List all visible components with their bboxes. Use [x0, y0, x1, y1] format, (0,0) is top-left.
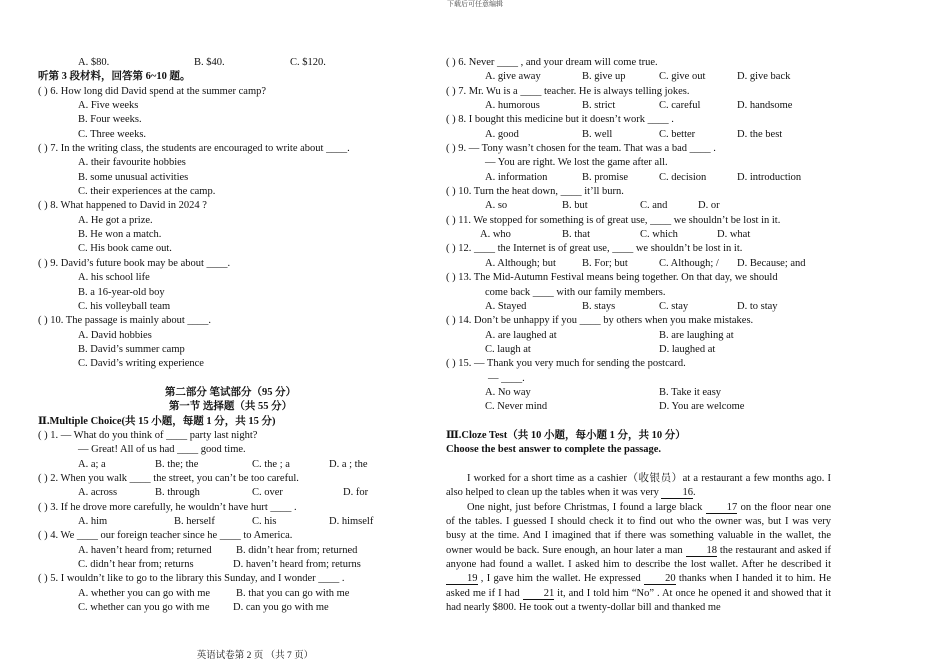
option[interactable]: D. Because; and	[737, 257, 806, 269]
option[interactable]: B. Four weeks.	[78, 114, 142, 126]
option[interactable]: A. He got a prize.	[78, 214, 153, 226]
question-stem: ( ) 8. What happened to David in 2024 ?	[38, 200, 207, 212]
option[interactable]: D. a ; the	[329, 458, 368, 470]
cloze-heading: Ⅲ.Cloze Test（共 10 小题，每小题 1 分，共 10 分）	[446, 429, 686, 441]
question-stem: ( ) 6. How long did David spend at the summer camp?	[38, 85, 267, 97]
question-stem-line2: come back ____ with our family members.	[485, 286, 666, 298]
question-stem: ( ) 12. ____ the Internet is of great use, ____ we shouldn’t be lost in it.	[446, 243, 743, 255]
option[interactable]: D. can you go with me	[233, 602, 329, 614]
mc-question-8	[446, 113, 831, 142]
option[interactable]: B. that	[562, 229, 590, 241]
option[interactable]: C. his volleyball team	[78, 300, 171, 312]
options-row	[446, 128, 831, 142]
option[interactable]: C. Three weeks.	[78, 128, 147, 140]
mc-question-6	[446, 56, 831, 85]
question-stem: ( ) 9. David’s future book may be about ____.	[38, 257, 231, 269]
option[interactable]: B. promise	[582, 171, 629, 183]
option[interactable]: C. Never mind	[485, 401, 548, 413]
option[interactable]: D. himself	[329, 516, 374, 527]
option[interactable]: A. across	[78, 487, 118, 499]
cloze-instruction: Choose the best answer to complete the passage.	[446, 444, 662, 456]
option[interactable]: A. who	[480, 229, 511, 241]
option[interactable]: A. good	[485, 128, 519, 140]
option[interactable]: D. haven’t heard from; returns	[233, 559, 361, 571]
option[interactable]: A. his school life	[78, 272, 150, 284]
option[interactable]: B. well	[582, 128, 613, 140]
option[interactable]: D. give back	[737, 71, 791, 83]
option[interactable]: C. better	[659, 128, 696, 140]
question-stem: ( ) 2. When you walk ____ the street, you can’t be too careful.	[38, 472, 299, 484]
option[interactable]: B. He won a match.	[78, 229, 162, 241]
option[interactable]: C. and	[640, 200, 668, 212]
question-stem: ( ) 8. I bought this medicine but it doesn’t work ____ .	[446, 114, 674, 126]
question-stem: ( ) 10. Turn the heat down, ____ it’ll burn.	[446, 186, 624, 198]
page-header: 下载后可任意编辑	[447, 0, 503, 8]
spacer	[38, 372, 433, 386]
mc-question-13	[446, 271, 831, 314]
option[interactable]: B. a 16-year-old boy	[78, 286, 165, 298]
mc-question-9	[446, 142, 831, 185]
option[interactable]: B. strict	[582, 100, 616, 112]
option[interactable]: C. which	[640, 229, 678, 241]
mc-question-14	[446, 314, 831, 357]
option[interactable]: A. whether you can go with me	[78, 587, 211, 599]
question-stem: ( ) 11. We stopped for something is of great use, ____ we shouldn’t be lost in it.	[446, 214, 781, 226]
option[interactable]: D. introduction	[737, 171, 802, 183]
option[interactable]: A. Stayed	[485, 300, 527, 312]
option[interactable]: C. David’s writing experience	[78, 358, 204, 370]
mc-question-7	[446, 85, 831, 114]
option[interactable]: A. David hobbies	[78, 329, 152, 341]
page-footer: 英语试卷第 2 页 （共 7 页）	[196, 651, 314, 661]
listening-question-7	[38, 142, 433, 199]
part-title: 第二部分 笔试部分（95 分）	[164, 386, 297, 398]
option[interactable]: B. For; but	[582, 257, 628, 269]
options-row	[446, 99, 831, 113]
question-stem: ( ) 7. Mr. Wu is a ____ teacher. He is always telling jokes.	[446, 85, 690, 97]
question-stem: ( ) 14. Don’t be unhappy if you ____ by others when you make mistakes.	[446, 315, 754, 327]
question-stem-line2: — ____.	[488, 372, 525, 384]
passage-text: One night, just before Christmas, I found a large black	[467, 501, 706, 513]
question-stem: ( ) 9. — Tony wasn’t chosen for the team. That was a bad ____ .	[446, 143, 716, 155]
listening-question-6	[38, 85, 433, 142]
options-row	[446, 400, 831, 414]
option[interactable]: A. their favourite hobbies	[78, 157, 186, 169]
options-row	[38, 601, 433, 615]
blank-21[interactable]: 21	[523, 588, 555, 600]
options-row	[38, 458, 433, 472]
passage-text: thanks when I handed it to him. He asked me if I had	[446, 573, 831, 599]
options-row	[446, 199, 831, 213]
mc-question-5	[38, 572, 433, 615]
section-heading: 听第 3 段材料，回答第 6~10 题。	[38, 71, 191, 83]
blank-18[interactable]: 18	[686, 545, 718, 557]
option[interactable]: B. some unusual activities	[78, 171, 189, 183]
option[interactable]: B. that you can go with me	[236, 587, 350, 599]
listening-question-8	[38, 199, 433, 256]
options-row	[446, 70, 831, 84]
option[interactable]: D. to stay	[737, 300, 778, 312]
question-stem: ( ) 13. The Mid-Autumn Festival means being together. On that day, we should	[446, 272, 778, 284]
option[interactable]: C. $120.	[290, 57, 326, 68]
passage-text: it, and I told him “No” . At once he opened it and showed that it had nearly $800. He took out a twenty-dollar bill and thanked me	[446, 587, 831, 614]
question-stem: ( ) 10. The passage is mainly about ____.	[38, 315, 212, 327]
options-row	[38, 558, 433, 572]
blank-20[interactable]: 20	[644, 573, 676, 585]
cloze-paragraph-2	[446, 501, 831, 616]
option[interactable]: C. his	[252, 516, 277, 527]
option[interactable]: C. their experiences at the camp.	[78, 186, 216, 198]
spacer	[446, 415, 831, 429]
option[interactable]: A. so	[485, 200, 508, 212]
option[interactable]: A. a; a	[78, 458, 106, 470]
question-stem-line2: — Great! All of us had ____ good time.	[78, 444, 246, 456]
option[interactable]: D. the best	[737, 128, 783, 140]
option[interactable]: D. for	[343, 487, 369, 499]
cloze-passage	[446, 472, 831, 615]
option[interactable]: B. are laughing at	[659, 329, 734, 341]
question-stem: ( ) 5. I wouldn’t like to go to the library this Sunday, and I wonder ____ .	[38, 573, 345, 585]
option[interactable]: A. haven’t heard from; returned	[78, 544, 212, 556]
option[interactable]: D. handsome	[737, 100, 793, 112]
cloze-paragraph-1	[446, 472, 831, 501]
left-column	[38, 56, 433, 615]
question-stem: ( ) 15. — Thank you very much for sending the postcard.	[446, 358, 686, 370]
option[interactable]: A. Although; but	[485, 257, 556, 269]
listening-question-10	[38, 314, 433, 371]
option[interactable]: C. the ; a	[252, 458, 290, 470]
passage-text: on the floor near one of the tables. I guessed I should check it to find out who the owner was, but I was very busy at the time. And I imagined that if there was something valuable in the wallet, the owner would be back. Sure enough, an hour later a man	[446, 501, 831, 556]
option[interactable]: A. No way	[485, 386, 531, 398]
mc-question-2	[38, 472, 433, 501]
option[interactable]: C. decision	[659, 171, 707, 183]
question-stem: ( ) 1. — What do you think of ____ party last night?	[38, 429, 258, 441]
option[interactable]: A. are laughed at	[485, 329, 557, 341]
options-row	[446, 329, 831, 343]
section-title: 第一节 选择题（共 55 分）	[168, 401, 293, 413]
blank-17[interactable]: 17	[706, 502, 738, 514]
question-stem: ( ) 4. We ____ our foreign teacher since he ____ to America.	[38, 530, 293, 542]
option[interactable]: B. herself	[174, 516, 215, 527]
options-row	[38, 587, 433, 601]
options-row	[38, 486, 433, 500]
option[interactable]: A. him	[78, 516, 108, 527]
blank-16[interactable]: 16	[661, 487, 693, 499]
option[interactable]: A. give away	[485, 71, 541, 83]
option[interactable]: B. $40.	[194, 57, 225, 68]
question-stem: ( ) 7. In the writing class, the students are encouraged to write about ____.	[38, 143, 350, 155]
option[interactable]: C. careful	[659, 100, 701, 112]
mc-question-10	[446, 185, 831, 214]
option[interactable]: B. give up	[582, 71, 626, 83]
option[interactable]: A. humorous	[485, 100, 540, 112]
option[interactable]: D. or	[698, 200, 720, 212]
option[interactable]: A. $80.	[78, 57, 110, 68]
mc-question-12	[446, 242, 831, 271]
option[interactable]: D. laughed at	[659, 343, 716, 355]
passage-text: .	[692, 487, 696, 499]
option[interactable]: D. what	[717, 229, 751, 241]
option[interactable]: B. stays	[582, 300, 616, 312]
option[interactable]: B. didn’t hear from; returned	[236, 544, 358, 556]
mc-question-4	[38, 529, 433, 572]
option[interactable]: A. Five weeks	[78, 100, 139, 112]
option[interactable]: C. give out	[659, 71, 706, 83]
options-row	[38, 544, 433, 558]
option[interactable]: C. whether can you go with me	[78, 602, 210, 614]
blank-19[interactable]: 19	[446, 573, 478, 585]
option[interactable]: C. laugh at	[485, 343, 531, 355]
mc-question-1	[38, 429, 433, 472]
option[interactable]: C. His book came out.	[78, 243, 172, 255]
question-stem: ( ) 3. If he drove more carefully, he wouldn’t have hurt ____ .	[38, 501, 297, 513]
options-row	[38, 515, 433, 529]
option[interactable]: A. information	[485, 171, 548, 183]
mc-question-15	[446, 357, 831, 414]
question-stem-line2: — You are right. We lost the game after all.	[485, 157, 668, 169]
mc-question-11	[446, 214, 831, 243]
question-stem: ( ) 6. Never ____ , and your dream will come true.	[446, 57, 658, 68]
right-column	[446, 56, 831, 615]
mc-question-3	[38, 501, 433, 530]
option[interactable]: B. the; the	[155, 458, 199, 470]
options-row	[446, 343, 831, 357]
option[interactable]: C. over	[252, 487, 283, 499]
mc-heading: Ⅱ.Multiple Choice(共 15 小题，每题 1 分，共 15 分)	[38, 415, 276, 427]
option[interactable]: B. Take it easy	[659, 386, 722, 398]
options-row	[446, 228, 831, 242]
passage-text: I worked for a short time as a cashier（收银员）at a restaurant a few months ago. I also helped to clean up the tables when it was very	[446, 472, 831, 499]
spacer	[446, 458, 831, 472]
option[interactable]: C. Although; /	[659, 257, 719, 269]
option[interactable]: C. stay	[659, 300, 689, 312]
option[interactable]: B. David’s summer camp	[78, 343, 185, 355]
option[interactable]: B. through	[155, 487, 200, 499]
listening-question-9	[38, 257, 433, 314]
passage-text: the restaurant and asked if anyone had found a wallet. I asked him to describe the lost wallet. After he described it	[446, 544, 831, 571]
option[interactable]: D. You are welcome	[659, 401, 745, 413]
option[interactable]: C. didn’t hear from; returns	[78, 559, 194, 571]
options-row	[446, 257, 831, 271]
passage-text: , I gave him the wallet. He expressed	[477, 573, 645, 585]
option[interactable]: B. but	[562, 200, 588, 212]
options-row	[446, 386, 831, 400]
options-row	[38, 56, 433, 70]
options-row	[446, 171, 831, 185]
options-row	[446, 300, 831, 314]
